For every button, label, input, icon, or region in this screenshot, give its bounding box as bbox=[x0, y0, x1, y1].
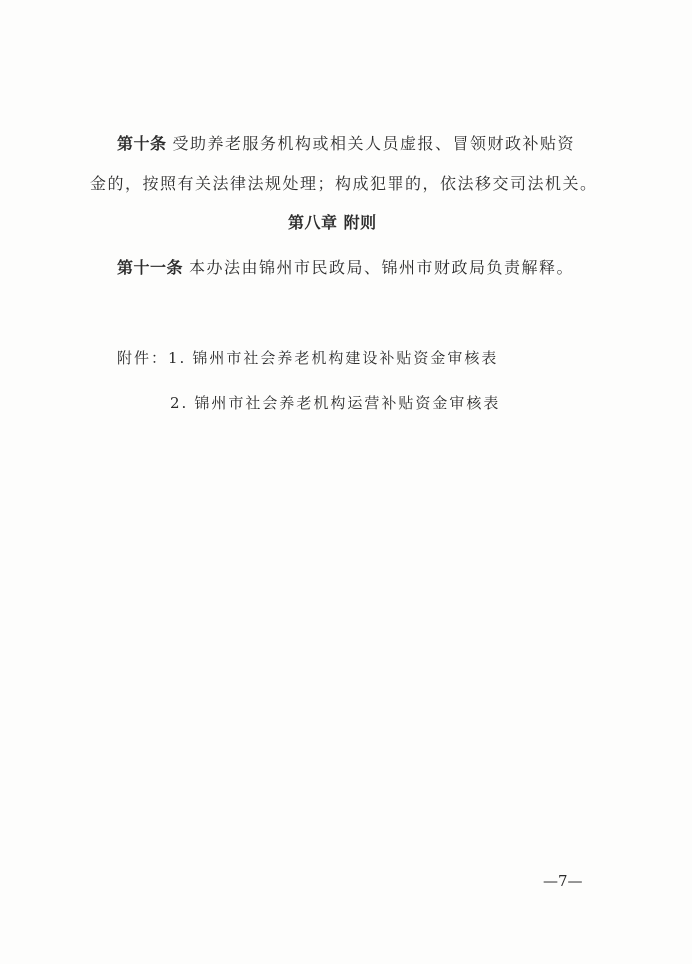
article-10-line-2 bbox=[90, 173, 598, 195]
attachment-1-num: 1. bbox=[168, 349, 187, 367]
attachment-2-title: 锦州市社会养老机构运营补贴资金审核表 bbox=[194, 394, 501, 412]
attachment-1-title: 锦州市社会养老机构建设补贴资金审核表 bbox=[192, 349, 499, 367]
page-number: —7— bbox=[543, 872, 583, 890]
attachment-item-2 bbox=[170, 392, 500, 414]
article-11-label: 第十一条 bbox=[117, 258, 184, 277]
article-11-line bbox=[117, 257, 574, 279]
article-10-line-1 bbox=[117, 133, 575, 155]
article-10-text-1: 受助养老服务机构或相关人员虚报、冒领财政补贴资 bbox=[172, 134, 576, 153]
article-10-text-2: 金的，按照有关法律法规处理；构成犯罪的，依法移交司法机关。 bbox=[90, 174, 598, 193]
chapter-8-heading: 第八章 附则 bbox=[288, 213, 377, 232]
attachment-2-num: 2. bbox=[170, 394, 189, 412]
attachment-item-1 bbox=[117, 347, 498, 369]
article-10-label: 第十条 bbox=[117, 134, 167, 153]
attachments-label: 附件： bbox=[117, 349, 169, 367]
article-11-text: 本办法由锦州市民政局、锦州市财政局负责解释。 bbox=[189, 258, 575, 277]
